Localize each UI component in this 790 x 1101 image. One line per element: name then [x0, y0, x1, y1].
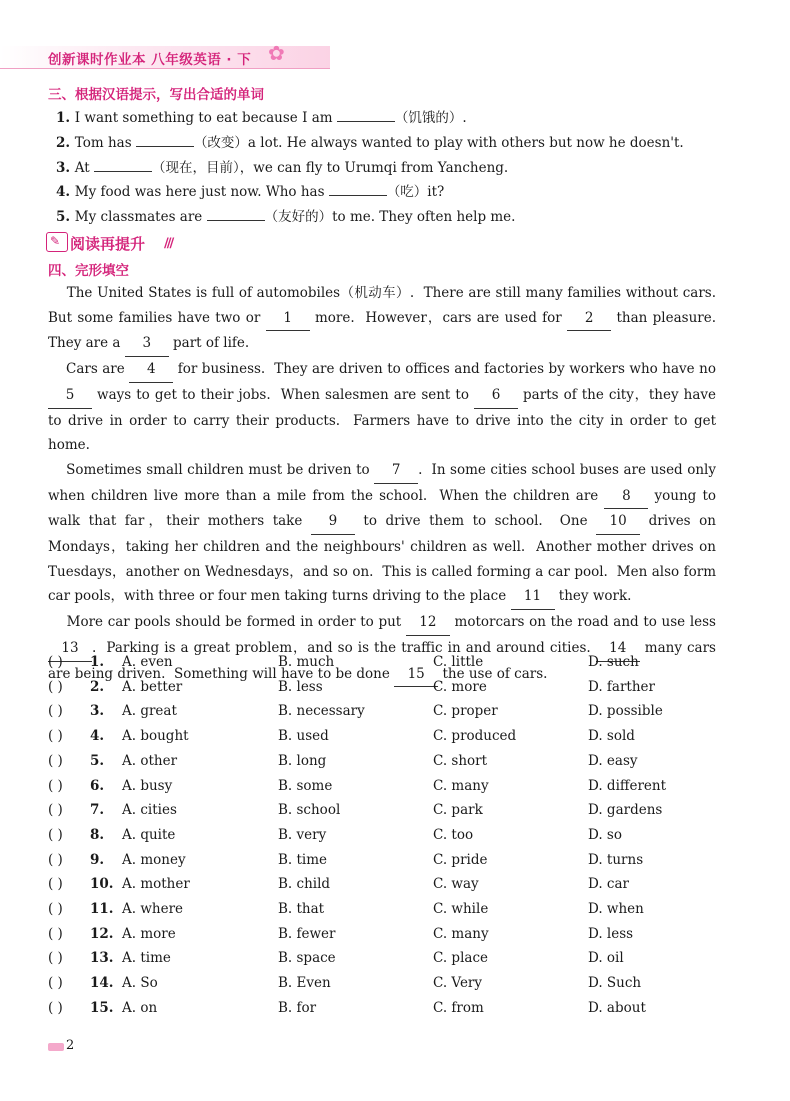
cloze-blank[interactable]: 14 — [596, 636, 640, 662]
option-b: B. long — [278, 752, 327, 769]
option-b: B. used — [278, 728, 329, 745]
answer-paren[interactable]: ( ) — [48, 851, 63, 868]
cloze-blank[interactable]: 15 — [394, 662, 438, 688]
option-d: D. sold — [588, 728, 635, 745]
option-a: A. more — [122, 925, 176, 942]
answer-paren[interactable]: ( ) — [48, 876, 63, 893]
cloze-blank[interactable]: 9 — [311, 509, 355, 535]
option-c: C. short — [433, 752, 488, 769]
option-c: C. produced — [433, 728, 517, 745]
cloze-blank[interactable]: 12 — [406, 610, 450, 636]
option-number: 3. — [90, 703, 105, 720]
option-row — [48, 901, 748, 921]
option-a: A. quite — [122, 826, 176, 843]
question-number: 5. — [56, 209, 75, 225]
option-row — [48, 778, 748, 798]
header-title: 创新课时作业本 八年级英语 · 下 — [48, 52, 252, 68]
option-b: B. child — [278, 876, 331, 893]
answer-paren[interactable]: ( ) — [48, 826, 63, 843]
passage-text: the use of cars. — [438, 665, 548, 682]
question-number: 3. — [56, 160, 75, 176]
cloze-blank[interactable]: 1 — [266, 306, 310, 332]
option-b: B. time — [278, 851, 328, 868]
option-d: D. less — [588, 925, 634, 942]
passage-paragraph — [48, 357, 721, 458]
option-d: D. different — [588, 777, 667, 794]
cloze-blank[interactable]: 10 — [596, 509, 640, 535]
header-divider — [0, 68, 330, 69]
option-b: B. Even — [278, 975, 331, 992]
option-a: A. great — [122, 703, 177, 720]
question-number: 2. — [56, 135, 75, 151]
answer-paren[interactable]: ( ) — [48, 678, 63, 695]
passage-text: More car pools should be formed in order to put — [48, 614, 406, 631]
answer-blank[interactable] — [329, 181, 387, 196]
option-row — [48, 950, 748, 970]
page-bar — [48, 1043, 64, 1051]
cloze-passage — [48, 281, 725, 687]
option-row — [48, 728, 748, 748]
option-b: B. some — [278, 777, 333, 794]
answer-blank[interactable] — [136, 132, 194, 147]
option-number: 1. — [90, 654, 105, 670]
option-d: D. so — [588, 826, 622, 843]
option-b: B. very — [278, 826, 327, 843]
option-c: C. park — [433, 802, 483, 819]
option-a: A. So — [122, 975, 158, 992]
banner-box — [46, 232, 68, 252]
option-d: D. oil — [588, 950, 624, 967]
question-text-before: Tom has — [74, 135, 136, 151]
flower-icon: ✿ — [268, 41, 285, 65]
option-row — [48, 827, 748, 847]
question-item — [56, 131, 684, 151]
option-c: C. many — [433, 925, 489, 942]
option-a: A. mother — [122, 876, 190, 893]
option-c: C. from — [433, 999, 484, 1016]
option-row — [48, 876, 748, 896]
option-number: 15. — [90, 999, 114, 1016]
option-b: B. that — [278, 901, 325, 917]
option-number: 11. — [90, 901, 114, 917]
option-b: B. for — [278, 999, 317, 1016]
option-d: D. about — [588, 999, 646, 1016]
answer-paren[interactable]: ( ) — [48, 975, 63, 992]
option-c: C. way — [433, 876, 479, 893]
passage-text: young to walk that far，their mothers take — [48, 487, 721, 530]
passage-text: drives on Mondays，taking her children and the neighbours' children as well. Another mother drives on Tuesdays，another on Wednesdays，and so on. This is called forming a car pool. Men also form car pools，with three or four men taking turns driving to the place — [48, 513, 721, 605]
passage-text: to drive them to school. One — [354, 513, 597, 530]
answer-paren[interactable]: ( ) — [48, 728, 63, 745]
option-d: D. Such — [588, 975, 642, 992]
passage-text: ways to get to their jobs. When salesmen are sent to — [92, 386, 474, 403]
option-d: D. car — [588, 876, 629, 893]
passage-text: Sometimes small children must be driven to — [48, 461, 375, 478]
passage-text: more. However，cars are used for — [309, 309, 568, 326]
passage-paragraph — [48, 458, 721, 610]
option-number: 7. — [90, 802, 105, 819]
option-row — [48, 852, 748, 872]
option-a: A. better — [122, 678, 183, 695]
option-b: B. much — [278, 654, 335, 670]
banner-label: 阅读再提升 — [70, 235, 146, 253]
option-b: B. school — [278, 802, 341, 819]
option-number: 2. — [90, 678, 105, 695]
option-a: A. time — [122, 950, 171, 967]
cloze-blank[interactable]: 13 — [48, 636, 92, 662]
option-d: D. turns — [588, 851, 644, 868]
answer-paren[interactable]: ( ) — [48, 802, 63, 819]
question-text-after: （友好的）to me. They often help me. — [264, 209, 516, 225]
question-text-before: At — [74, 160, 95, 176]
option-b: B. fewer — [278, 925, 336, 942]
option-row — [48, 975, 748, 995]
option-number: 13. — [90, 950, 114, 967]
passage-text: they work. — [554, 588, 632, 605]
option-c: C. more — [433, 678, 487, 695]
option-d: D. easy — [588, 752, 638, 769]
passage-paragraph — [48, 610, 721, 687]
option-c: C. pride — [433, 851, 488, 868]
question-text-after: （吃）it? — [386, 184, 445, 200]
option-d: D. gardens — [588, 802, 663, 819]
cloze-blank[interactable]: 8 — [604, 484, 648, 510]
option-number: 4. — [90, 728, 105, 745]
question-item — [56, 180, 444, 200]
answer-blank[interactable] — [337, 107, 395, 122]
answer-blank[interactable] — [207, 206, 265, 221]
question-text-after: （现在，目前），we can fly to Urumqi from Yancheng. — [152, 160, 509, 176]
question-number: 4. — [56, 184, 75, 200]
question-text-after: （改变）a lot. He always wanted to play with others but now he doesn't. — [193, 135, 684, 151]
question-text-after: （饥饿的）. — [394, 110, 467, 126]
option-row — [48, 679, 748, 699]
option-b: B. necessary — [278, 703, 365, 720]
answer-paren[interactable]: ( ) — [48, 999, 63, 1016]
option-d: D. when — [588, 901, 644, 917]
option-number: 12. — [90, 925, 114, 942]
page-number-text: 2 — [66, 1038, 75, 1053]
question-item — [56, 106, 467, 126]
option-d: D. farther — [588, 678, 655, 695]
page-header — [0, 38, 790, 72]
cloze-blank[interactable]: 7 — [374, 458, 418, 484]
question-item — [56, 205, 515, 225]
passage-text: Cars are — [48, 361, 130, 378]
option-a: A. other — [122, 752, 178, 769]
question-item — [56, 156, 508, 176]
option-c: C. little — [433, 654, 484, 670]
question-text-before: My food was here just now. Who has — [74, 184, 329, 200]
option-number: 9. — [90, 851, 105, 868]
option-a: A. even — [122, 654, 173, 670]
option-number: 6. — [90, 777, 105, 794]
section4-title: 四、完形填空 — [48, 263, 129, 279]
answer-paren[interactable]: ( ) — [48, 950, 63, 967]
passage-text: motorcars on the road and to use less — [449, 614, 721, 631]
cloze-blank[interactable]: 5 — [48, 383, 92, 409]
option-a: A. cities — [122, 802, 177, 819]
passage-text: for business. They are driven to offices and factories by workers who have no — [173, 361, 721, 378]
option-row — [48, 654, 748, 674]
option-row — [48, 1000, 748, 1020]
option-a: A. on — [122, 999, 158, 1016]
answer-paren[interactable]: ( ) — [48, 752, 63, 769]
option-a: A. busy — [122, 777, 173, 794]
option-c: C. proper — [433, 703, 498, 720]
option-a: A. where — [122, 901, 184, 917]
book-icon: ✎ — [50, 234, 61, 248]
option-row — [48, 703, 748, 723]
answer-paren[interactable]: ( ) — [48, 901, 63, 917]
passage-text: The United States is full of automobiles（机动车）. There are still many families without cars. But some families have two or — [48, 285, 725, 326]
option-a: A. bought — [122, 728, 189, 745]
cloze-blank[interactable]: 3 — [125, 331, 169, 357]
passage-text: . Parking is a great problem，and so is the traffic in and around cities. — [92, 639, 596, 656]
cloze-blank[interactable]: 4 — [129, 357, 173, 383]
answer-paren[interactable]: ( ) — [48, 925, 63, 942]
answer-paren[interactable]: ( ) — [48, 654, 63, 670]
option-c: C. while — [433, 901, 489, 917]
question-text-before: I want something to eat because I am — [74, 110, 337, 126]
section3-title: 三、根据汉语提示，写出合适的单词 — [48, 87, 264, 103]
option-row — [48, 802, 748, 822]
option-b: B. less — [278, 678, 323, 695]
option-c: C. Very — [433, 975, 483, 992]
question-text-before: My classmates are — [74, 209, 207, 225]
option-row — [48, 926, 748, 946]
passage-text: many cars are being driven. Something will have to be done — [48, 639, 721, 682]
option-row — [48, 753, 748, 773]
reading-banner — [46, 232, 186, 254]
answer-blank[interactable] — [94, 157, 152, 172]
cloze-blank[interactable]: 6 — [474, 383, 518, 409]
option-number: 8. — [90, 826, 105, 843]
option-b: B. space — [278, 950, 336, 967]
option-c: C. place — [433, 950, 488, 967]
option-number: 5. — [90, 752, 105, 769]
answer-paren[interactable]: ( ) — [48, 777, 63, 794]
option-c: C. too — [433, 826, 474, 843]
passage-paragraph — [48, 281, 725, 357]
passage-text: . In some cities school buses are used only when children live more than a mile from the school. When the children are — [48, 461, 721, 504]
option-d: D. such — [588, 654, 639, 670]
cloze-blank[interactable]: 2 — [567, 306, 611, 332]
banner-slash-icon: /// — [164, 236, 173, 251]
cloze-blank[interactable]: 11 — [511, 584, 555, 610]
option-number: 10. — [90, 876, 114, 893]
passage-text: than pleasure. They are a — [48, 309, 725, 352]
answer-paren[interactable]: ( ) — [48, 703, 63, 720]
option-number: 14. — [90, 975, 114, 992]
option-c: C. many — [433, 777, 489, 794]
option-a: A. money — [122, 851, 186, 868]
question-number: 1. — [56, 110, 75, 126]
option-d: D. possible — [588, 703, 663, 720]
passage-text: parts of the city，they have to drive in order to carry their products. Farmers have to drive into the city in order to get home. — [48, 386, 721, 454]
passage-text: part of life. — [168, 335, 250, 352]
